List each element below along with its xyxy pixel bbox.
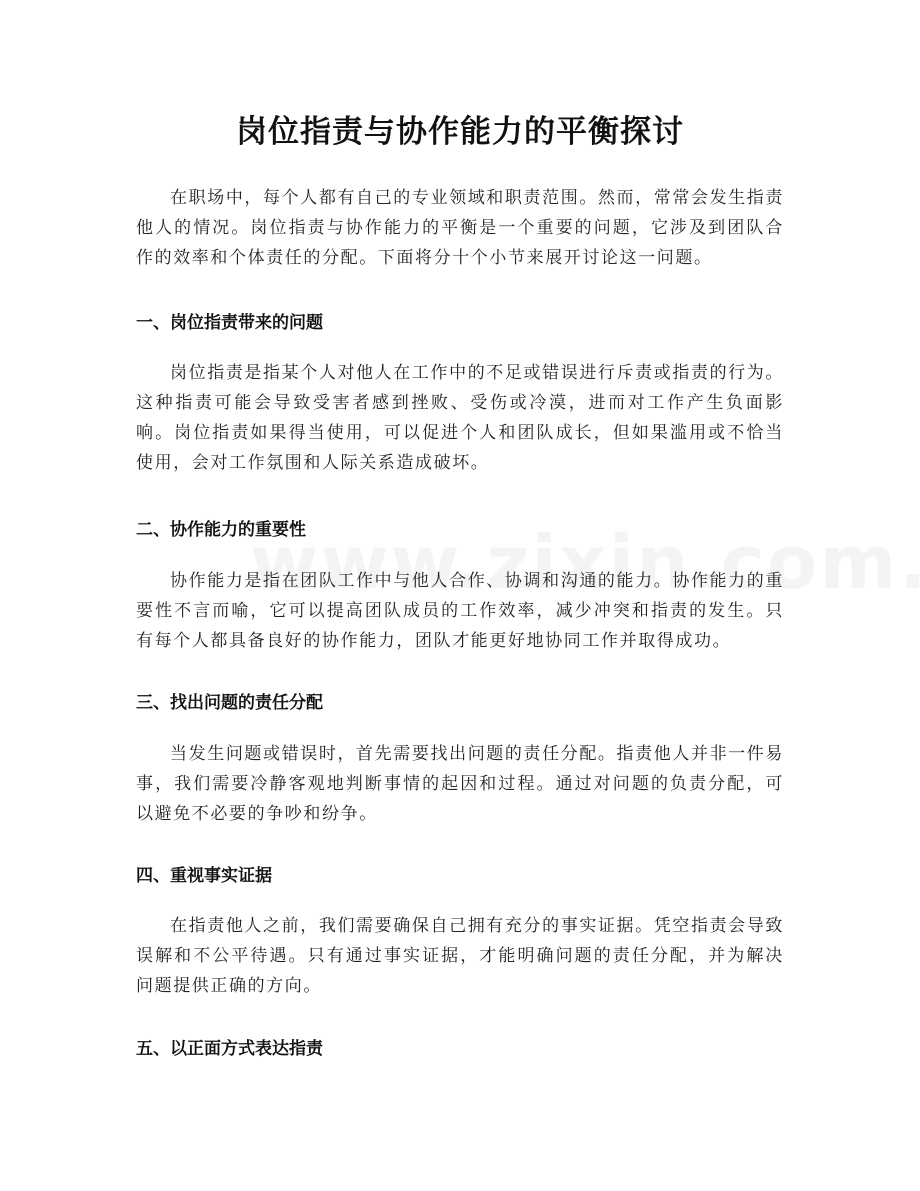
section-heading-4: 四、重视事实证据 — [136, 866, 272, 886]
section-body-4: 在指责他人之前，我们需要确保自己拥有充分的事实证据。凭空指责会导致误解和不公平待遇。只有通过事实证据，才能明确问题的责任分配，并为解决问题提供正确的方向。 — [136, 916, 784, 996]
section-body-3: 当发生问题或错误时，首先需要找出问题的责任分配。指责他人并非一件易事，我们需要冷静客观地判断事情的起因和过程。通过对问题的负责分配，可以避免不必要的争吵和纷争。 — [136, 744, 784, 824]
intro-paragraph: 在职场中，每个人都有自己的专业领域和职责范围。然而，常常会发生指责他人的情况。岗位指责与协作能力的平衡是一个重要的问题，它涉及到团队合作的效率和个体责任的分配。下面将分十个小节来展开讨论这一问题。 — [136, 188, 784, 268]
section-heading-2: 二、协作能力的重要性 — [136, 520, 306, 540]
page-title: 岗位指责与协作能力的平衡探讨 — [236, 114, 684, 150]
section-body-1: 岗位指责是指某个人对他人在工作中的不足或错误进行斥责或指责的行为。这种指责可能会导致受害者感到挫败、受伤或冷漠，进而对工作产生负面影响。岗位指责如果得当使用，可以促进个人和团队成长，但如果滥用或不恰当使用，会对工作氛围和人际关系造成破坏。 — [136, 363, 784, 473]
section-body-2: 协作能力是指在团队工作中与他人合作、协调和沟通的能力。协作能力的重要性不言而喻，它可以提高团队成员的工作效率，减少冲突和指责的发生。只有每个人都具备良好的协作能力，团队才能更好地协同工作并取得成功。 — [136, 571, 784, 651]
section-heading-5: 五、以正面方式表达指责 — [136, 1039, 323, 1059]
section-heading-1: 一、岗位指责带来的问题 — [136, 313, 323, 333]
section-heading-3: 三、找出问题的责任分配 — [136, 693, 323, 713]
